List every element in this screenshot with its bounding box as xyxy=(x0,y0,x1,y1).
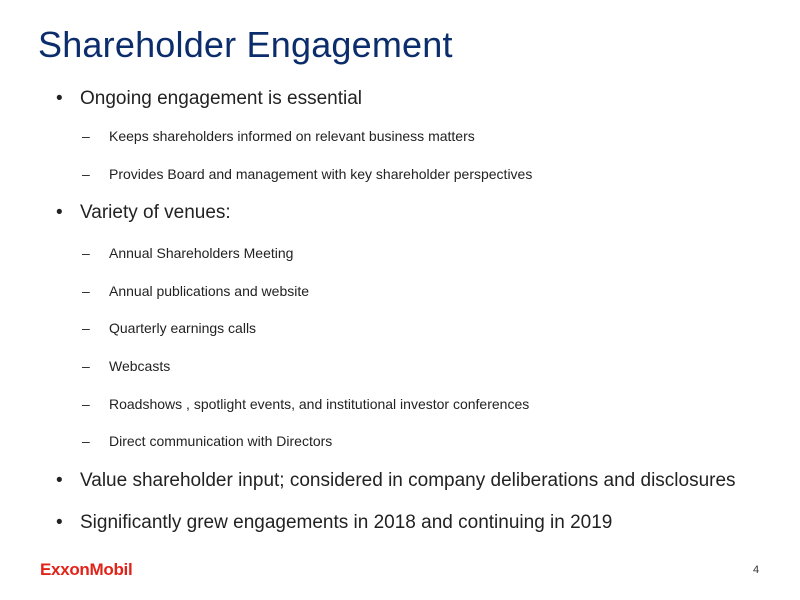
sub-bullet-text: Annual Shareholders Meeting xyxy=(109,245,294,261)
sub-bullet-item xyxy=(82,396,529,412)
sub-bullet-item xyxy=(82,320,256,336)
bullet-marker: • xyxy=(56,512,63,533)
bullet-marker: • xyxy=(56,202,63,223)
dash-marker: – xyxy=(82,433,90,449)
dash-marker: – xyxy=(82,320,90,336)
dash-marker: – xyxy=(82,245,90,261)
slide-title: Shareholder Engagement xyxy=(38,24,453,65)
exxonmobil-logo: ExxonMobil xyxy=(40,560,133,579)
sub-bullet-text: Keeps shareholders informed on relevant business matters xyxy=(109,128,475,144)
bullet-marker: • xyxy=(56,470,63,491)
dash-marker: – xyxy=(82,396,90,412)
bullet-marker: • xyxy=(56,88,63,109)
sub-bullet-item xyxy=(82,128,475,144)
bullet-text: Significantly grew engagements in 2018 and continuing in 2019 xyxy=(80,512,613,533)
dash-marker: – xyxy=(82,128,90,144)
sub-bullet-item xyxy=(82,245,293,261)
sub-bullet-item xyxy=(82,166,532,182)
bullet-item xyxy=(56,470,736,492)
page-number: 4 xyxy=(753,564,760,576)
bullet-item xyxy=(56,512,612,534)
bullet-text: Value shareholder input; considered in company deliberations and disclosures xyxy=(80,470,736,491)
dash-marker: – xyxy=(82,358,90,374)
sub-bullet-text: Webcasts xyxy=(109,358,171,374)
dash-marker: – xyxy=(82,283,90,299)
sub-bullet-item xyxy=(82,283,309,299)
dash-marker: – xyxy=(82,166,90,182)
sub-bullet-item xyxy=(82,433,332,449)
bullet-text: Ongoing engagement is essential xyxy=(80,88,363,109)
sub-bullet-text: Direct communication with Directors xyxy=(109,433,333,449)
bullet-item xyxy=(56,202,231,224)
sub-bullet-text: Roadshows , spotlight events, and institutional investor conferences xyxy=(109,396,530,412)
sub-bullet-text: Provides Board and management with key shareholder perspectives xyxy=(109,166,533,182)
bullet-text: Variety of venues: xyxy=(80,202,231,223)
bullet-item xyxy=(56,88,362,110)
sub-bullet-text: Annual publications and website xyxy=(109,283,310,299)
sub-bullet-text: Quarterly earnings calls xyxy=(109,320,257,336)
sub-bullet-item xyxy=(82,358,170,374)
